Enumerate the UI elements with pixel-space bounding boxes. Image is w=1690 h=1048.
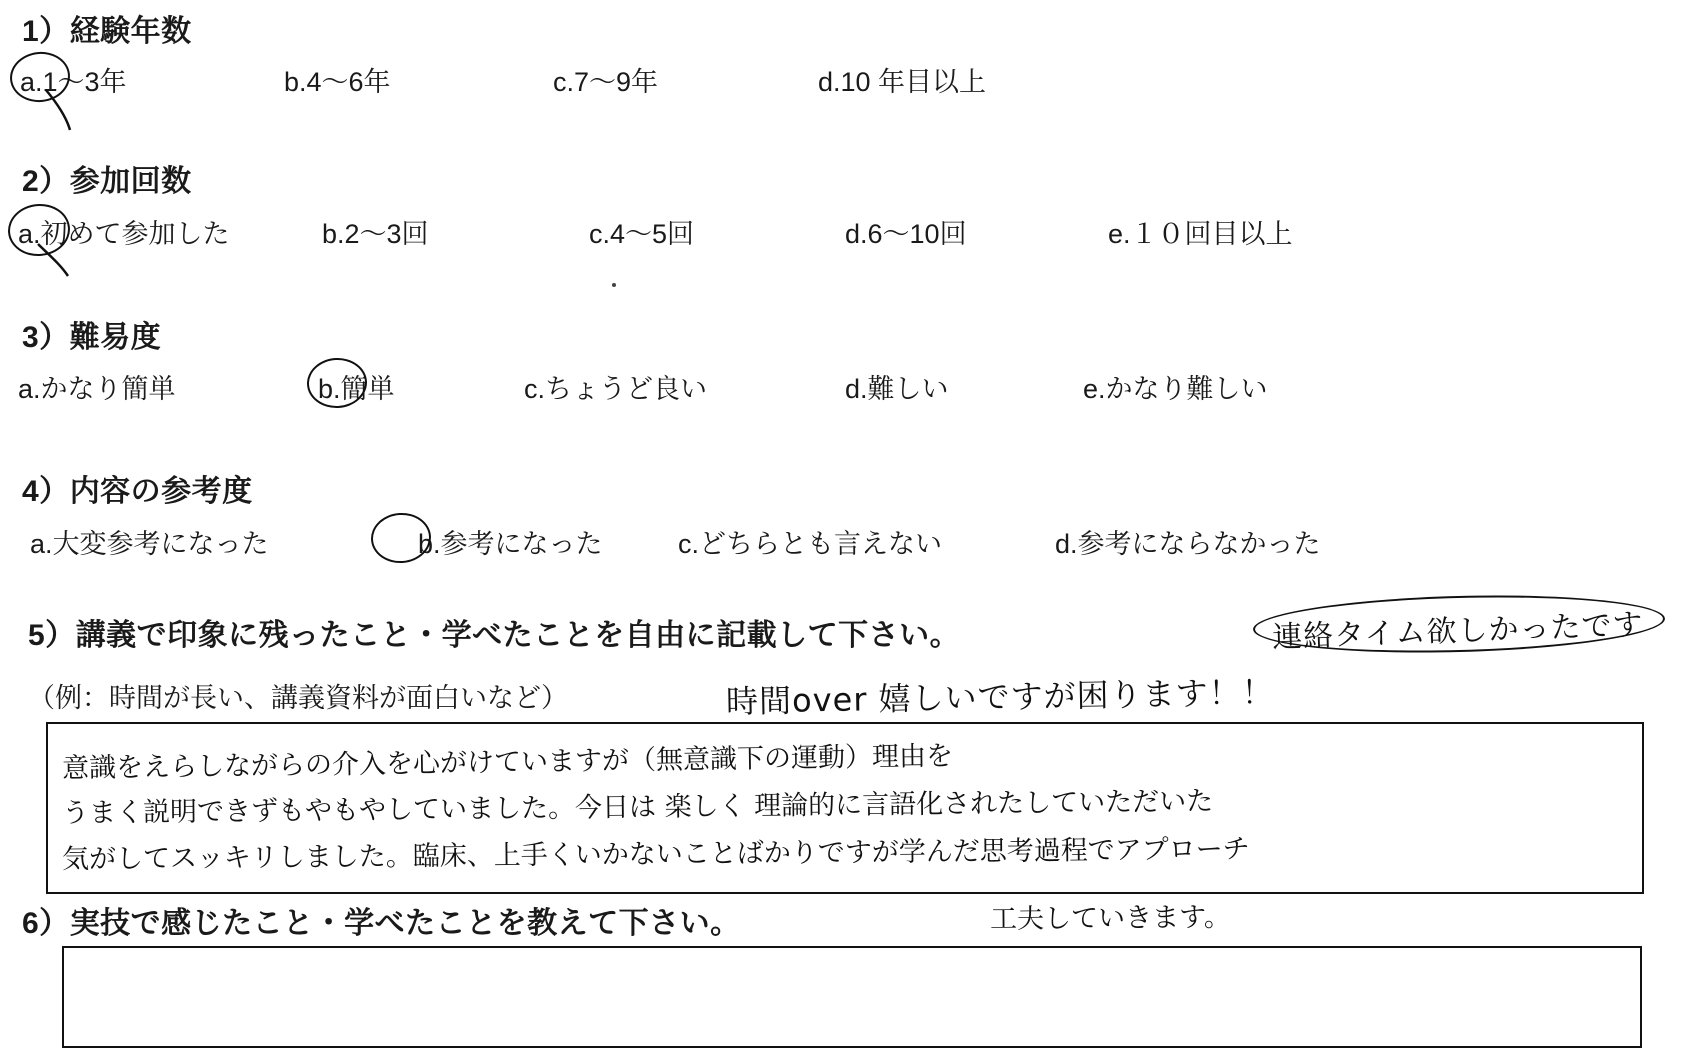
question-4-number: 4） [22, 475, 70, 508]
handwriting-answer5-line-2: うまく説明できずもやもやしていました。今日は 楽しく 理論的に言語化されたしていただいた [61, 785, 1214, 830]
question-6-answer-box[interactable] [62, 946, 1642, 1048]
question-5-number: 5） [28, 619, 76, 652]
handwriting-answer5-line-3: 気がしてスッキリしました。臨床、上手くいかないことばかりですが学んだ思考過程でアプローチ [61, 833, 1250, 876]
question-5-title: 講義で印象に残ったこと・学べたことを自由に記載して下さい。 [75, 619, 961, 652]
question-2-title: 参加回数 [69, 165, 192, 198]
question-1-option-c[interactable]: c.7〜9年 [553, 67, 659, 97]
question-5-hint: （例：時間が長い、講義資料が面白いなど） [28, 683, 568, 713]
question-2-option-a[interactable]: a.初めて参加した [18, 219, 230, 249]
question-3-option-c[interactable]: c.ちょうど良い [524, 374, 708, 404]
question-3-option-d[interactable]: d.難しい [845, 374, 949, 404]
question-3-heading [22, 312, 161, 356]
question-2-heading [22, 156, 192, 200]
question-1-title: 経験年数 [69, 15, 192, 48]
question-2-option-d[interactable]: d.6〜10回 [845, 219, 967, 249]
handwriting-answer5-line-4: 工夫していきます。 [989, 901, 1232, 936]
question-4-option-a[interactable]: a.大変参考になった [30, 529, 269, 559]
handwriting-top-note: 連絡タイム欲しかったです [1271, 607, 1645, 656]
question-3-option-e[interactable]: e.かなり難しい [1083, 374, 1268, 404]
question-5-heading [28, 610, 960, 654]
question-1-option-d[interactable]: d.10 年目以上 [818, 67, 987, 97]
question-4-option-c[interactable]: c.どちらとも言えない [678, 529, 943, 559]
question-3-number: 3） [22, 321, 70, 354]
question-2-number: 2） [22, 165, 70, 198]
question-2-option-c[interactable]: c.4〜5回 [589, 219, 695, 249]
question-6-number: 6） [22, 907, 70, 940]
question-1-option-a[interactable]: a.1〜3年 [20, 67, 127, 97]
question-4-heading [22, 466, 253, 510]
question-6-title: 実技で感じたこと・学べたことを教えて下さい。 [69, 907, 741, 940]
question-3-title: 難易度 [69, 321, 162, 354]
question-4-title: 内容の参考度 [69, 475, 253, 508]
question-3-option-b[interactable]: b.簡単 [318, 374, 395, 404]
question-4-option-d[interactable]: d.参考にならなかった [1055, 529, 1321, 559]
stray-dot [612, 283, 616, 287]
handwriting-answer5-line-1: 意識をえらしながらの介入を心がけていますが（無意識下の運動）理由を [61, 740, 954, 785]
question-1-number: 1） [22, 15, 70, 48]
handwriting-hint-note: 時間over 嬉しいですが困ります！！ [725, 673, 1275, 721]
question-2-option-b[interactable]: b.2〜3回 [322, 219, 429, 249]
question-1-option-b[interactable]: b.4〜6年 [284, 67, 391, 97]
question-3-option-a[interactable]: a.かなり簡単 [18, 374, 176, 404]
question-4-option-b[interactable]: b.参考になった [418, 529, 603, 559]
question-6-heading [22, 898, 741, 942]
question-1-heading [22, 6, 192, 50]
question-2-option-e[interactable]: e.１０回目以上 [1108, 219, 1293, 249]
